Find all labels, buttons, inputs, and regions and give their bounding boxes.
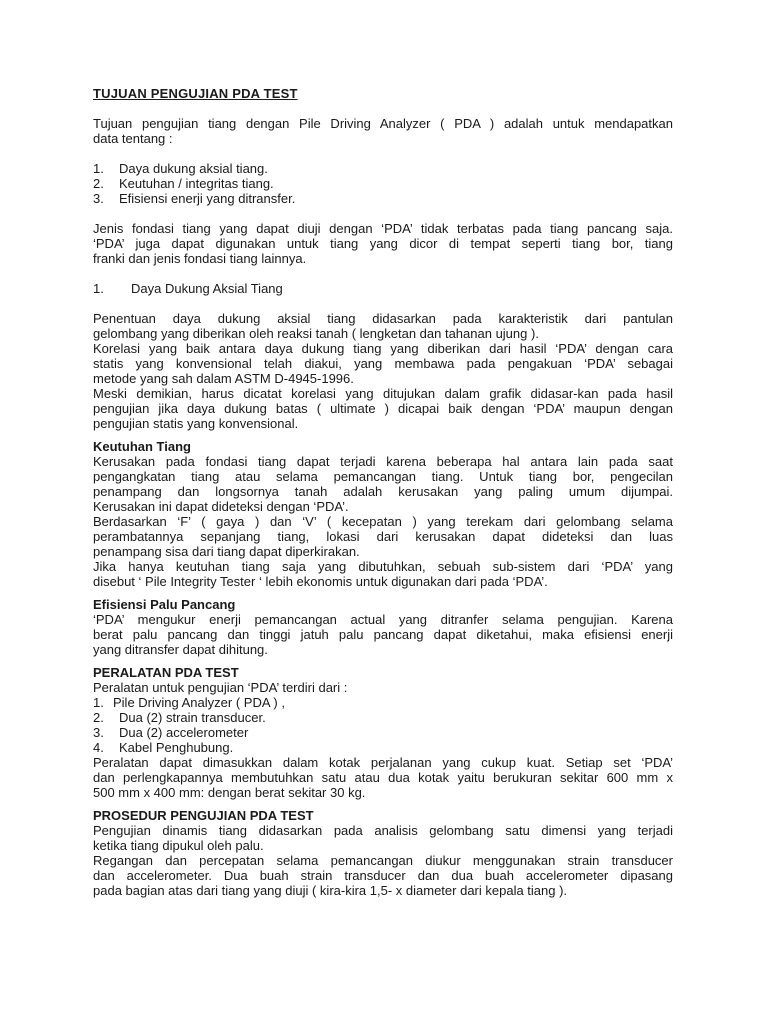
text-line: statis yang konvensional telah diakui, yang membawa pada pengakuan ‘PDA’ sebagai (93, 356, 673, 371)
list-number: 1. (93, 161, 104, 176)
text-line: dan accelerometer. Dua buah strain transducer dan dua buah accelerometer dipasang (93, 868, 673, 883)
peralatan-list (93, 695, 673, 755)
list-text: Dua (2) accelerometer (119, 725, 249, 740)
text-line: pengujian statis yang konvensional. (93, 416, 299, 431)
peralatan-intro: Peralatan untuk pengujian ‘PDA’ terdiri dari : (93, 680, 348, 695)
page-title: TUJUAN PENGUJIAN PDA TEST (93, 86, 298, 101)
list-text: Daya dukung aksial tiang. (119, 161, 268, 176)
document-body (93, 86, 673, 898)
list-item (93, 161, 673, 176)
list-text: Kabel Penghubung. (119, 740, 234, 755)
list-item (93, 176, 673, 191)
list-number: 2. (93, 176, 104, 191)
text-line: Meski demikian, harus dicatat korelasi yang ditujukan dalam grafik didasar-kan pada hasil (93, 386, 673, 401)
list-number: 2. (93, 710, 104, 725)
text-line: gelombang yang diberikan oleh reaksi tanah ( lengketan dan tahanan ujung ). (93, 326, 539, 341)
list-number: 4. (93, 740, 104, 755)
text-line: perambatannya sepanjang tiang, lokasi dari kerusakan dapat dideteksi dan luas (93, 529, 673, 544)
text-line: Berdasarkan ‘F’ ( gaya ) dan ‘V’ ( kecepatan ) yang terekam dari gelombang selama (93, 514, 673, 529)
section-heading-text: Daya Dukung Aksial Tiang (131, 281, 283, 296)
list-item (93, 725, 673, 740)
text-line: ‘PDA’ juga dapat digunakan untuk tiang yang dicor di tempat seperti tiang bor, tiang (93, 236, 673, 251)
list-number: 1. (93, 695, 104, 710)
text-line: Kerusakan pada fondasi tiang dapat terjadi karena beberapa hal antara lain pada saat (93, 454, 673, 469)
jenis-fondasi-paragraph (93, 221, 673, 266)
text-line: penampang dan longsornya tanah adalah kerusakan yang paling umum dijumpai. (93, 484, 673, 499)
section-heading-daya-dukung (93, 281, 673, 296)
prosedur-paragraph (93, 823, 673, 898)
text-line: Regangan dan percepatan selama pemancangan diukur menggunakan strain transducer (93, 853, 673, 868)
text-line: disebut ‘ Pile Integrity Tester ‘ lebih ekonomis untuk digunakan dari pada ‘PDA’. (93, 574, 548, 589)
text-line: 500 mm x 400 mm: dengan berat sekitar 30 kg. (93, 785, 366, 800)
keutuhan-heading: Keutuhan Tiang (93, 439, 191, 454)
efisiensi-paragraph (93, 612, 673, 657)
prosedur-heading: PROSEDUR PENGUJIAN PDA TEST (93, 808, 314, 823)
tujuan-list (93, 161, 673, 206)
text-line: dan perlengkapannya membutuhkan satu atau dua kotak yaitu berukuran sekitar 600 mm x (93, 770, 673, 785)
text-line: penampang sisa dari tiang dapat diperkirakan. (93, 544, 360, 559)
peralatan-heading: PERALATAN PDA TEST (93, 665, 239, 680)
text-line: ‘PDA’ mengukur enerji pemancangan actual yang ditranfer selama pengujian. Karena (93, 612, 673, 627)
text-line: franki dan jenis fondasi tiang lainnya. (93, 251, 307, 266)
list-item (93, 191, 673, 206)
text-line: metode yang sah dalam ASTM D-4945-1996. (93, 371, 354, 386)
text-line: yang ditransfer dapat dihitung. (93, 642, 268, 657)
text-line: pada bagian atas dari tiang yang diuji ( kira-kira 1,5- x diameter dari kepala tiang ). (93, 883, 568, 898)
list-text: Pile Driving Analyzer ( PDA ) , (113, 695, 285, 710)
text-line: Pengujian dinamis tiang didasarkan pada analisis gelombang satu dimensi yang terjadi (93, 823, 673, 838)
text-line: data tentang : (93, 131, 173, 146)
keutuhan-paragraph (93, 454, 673, 589)
list-number: 3. (93, 725, 104, 740)
text-line: Peralatan dapat dimasukkan dalam kotak perjalanan yang cukup kuat. Setiap set ‘PDA’ (93, 755, 673, 770)
text-line: Korelasi yang baik antara daya dukung tiang yang diberikan dari hasil ‘PDA’ dengan cara (93, 341, 673, 356)
section-number: 1. (93, 281, 104, 296)
list-text: Dua (2) strain transducer. (119, 710, 266, 725)
peralatan-paragraph (93, 755, 673, 800)
text-line: berat palu pancang dan tinggi jatuh palu pancang dapat diketahui, maka efisiensi enerji (93, 627, 673, 642)
list-text: Efisiensi enerji yang ditransfer. (119, 191, 296, 206)
list-text: Keutuhan / integritas tiang. (119, 176, 274, 191)
text-line: ketika tiang dipukul oleh palu. (93, 838, 264, 853)
text-line: Jenis fondasi tiang yang dapat diuji dengan ‘PDA’ tidak terbatas pada tiang pancang saja. (93, 221, 673, 236)
text-line: Jika hanya keutuhan tiang saja yang dibutuhkan, sebuah sub-sistem dari ‘PDA’ yang (93, 559, 673, 574)
list-item (93, 695, 673, 710)
text-line: pengangkatan tiang atau selama pemancangan tiang. Untuk tiang bor, pengecilan (93, 469, 673, 484)
list-number: 3. (93, 191, 104, 206)
efisiensi-heading: Efisiensi Palu Pancang (93, 597, 236, 612)
text-line: Penentuan daya dukung aksial tiang didasarkan pada karakteristik dari pantulan (93, 311, 673, 326)
text-line: Kerusakan ini dapat dideteksi dengan ‘PDA’. (93, 499, 349, 514)
daya-dukung-paragraph (93, 311, 673, 431)
intro-paragraph (93, 116, 673, 146)
list-item (93, 710, 673, 725)
list-item (93, 740, 673, 755)
text-line: Tujuan pengujian tiang dengan Pile Driving Analyzer ( PDA ) adalah untuk mendapatkan (93, 116, 673, 131)
text-line: pengujian jika daya dukung batas ( ultimate ) dicapai baik dengan ‘PDA’ maupun dengan (93, 401, 673, 416)
